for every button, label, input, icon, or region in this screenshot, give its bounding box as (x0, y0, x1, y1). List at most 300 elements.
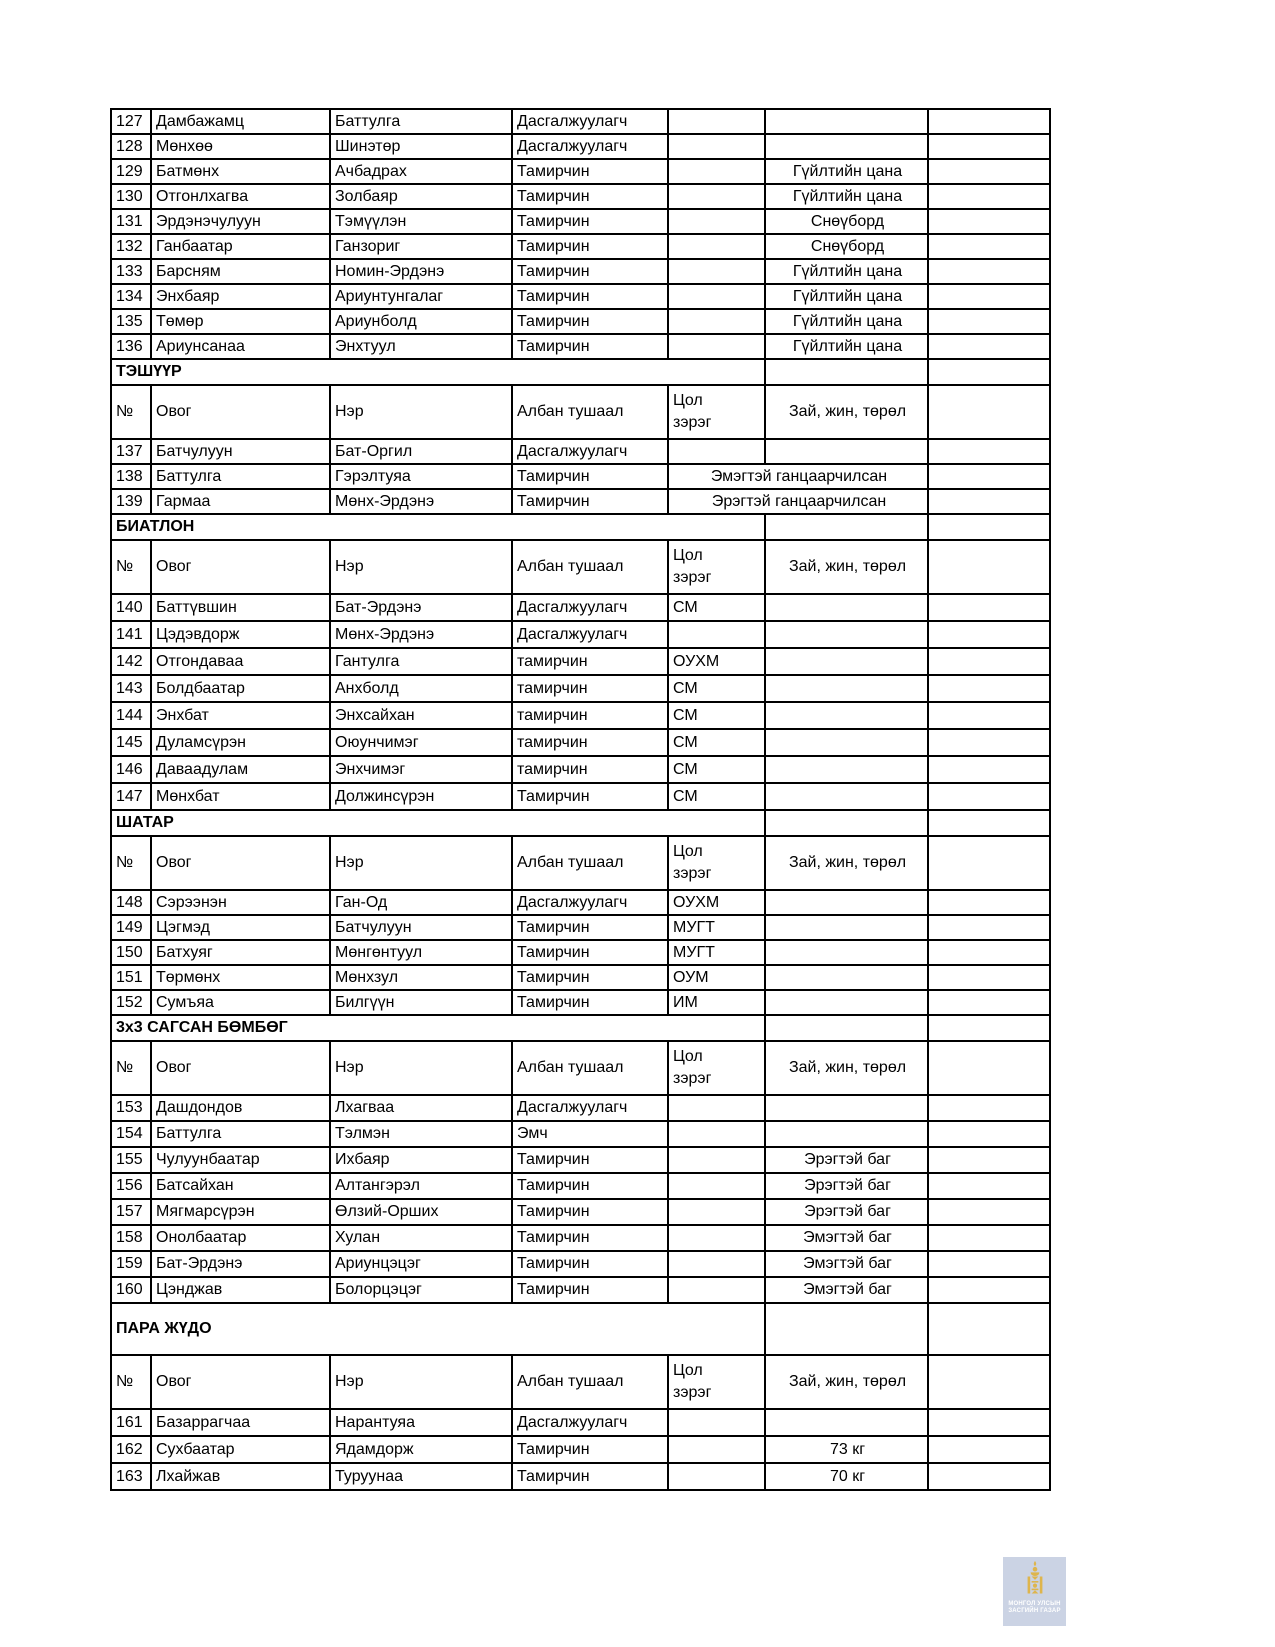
table-row (111, 1409, 1050, 1436)
cell-type (765, 648, 928, 675)
empty-cell (928, 259, 1050, 284)
empty-cell (928, 1147, 1050, 1173)
empty-cell (765, 1303, 928, 1355)
empty-cell (928, 209, 1050, 234)
table-row (111, 1147, 1050, 1173)
cell-number: 150 (111, 940, 151, 965)
cell-name: Батчулуун (330, 915, 512, 940)
section-title: ТЭШҮҮР (111, 359, 765, 385)
cell-surname: Баттүвшин (151, 594, 330, 621)
cell-rank: СМ (668, 729, 765, 756)
empty-cell (928, 464, 1050, 489)
table-row (111, 594, 1050, 621)
cell-surname: Ариунсанаа (151, 334, 330, 359)
empty-cell (928, 940, 1050, 965)
table-row (111, 1225, 1050, 1251)
cell-rank (668, 1251, 765, 1277)
table-row (111, 489, 1050, 514)
cell-name: Энхчимэг (330, 756, 512, 783)
cell-name: Должинсүрэн (330, 783, 512, 810)
cell-type (765, 990, 928, 1015)
empty-cell (928, 334, 1050, 359)
empty-cell (928, 1121, 1050, 1147)
table-row (111, 1173, 1050, 1199)
cell-position: Тамирчин (512, 1199, 668, 1225)
header-type: Зай, жин, төрөл (765, 385, 928, 439)
empty-cell (928, 134, 1050, 159)
header-name: Нэр (330, 1041, 512, 1095)
empty-cell (928, 159, 1050, 184)
empty-cell (928, 1303, 1050, 1355)
cell-rank: СМ (668, 594, 765, 621)
cell-name: Ачбадрах (330, 159, 512, 184)
cell-surname: Дашдондов (151, 1095, 330, 1121)
empty-cell (928, 810, 1050, 836)
cell-name: Тэлмэн (330, 1121, 512, 1147)
cell-surname: Батчулуун (151, 439, 330, 464)
table-row (111, 675, 1050, 702)
cell-type (765, 1095, 928, 1121)
cell-type (765, 134, 928, 159)
cell-name: Анхболд (330, 675, 512, 702)
table-row (111, 1277, 1050, 1303)
table-row (111, 1436, 1050, 1463)
cell-number: 132 (111, 234, 151, 259)
header-rank-label: Цол зэрэг (673, 1048, 712, 1087)
cell-position: Дасгалжуулагч (512, 134, 668, 159)
table-row (111, 334, 1050, 359)
cell-type (765, 890, 928, 915)
cell-type (765, 756, 928, 783)
cell-rank: СМ (668, 783, 765, 810)
empty-cell (928, 729, 1050, 756)
empty-cell (765, 810, 928, 836)
cell-surname: Сухбаатар (151, 1436, 330, 1463)
cell-name: Ариунболд (330, 309, 512, 334)
cell-rank (668, 334, 765, 359)
cell-position: Тамирчин (512, 309, 668, 334)
header-position: Албан тушаал (512, 1355, 668, 1409)
roster-table (110, 108, 1051, 1491)
cell-position: Тамирчин (512, 234, 668, 259)
cell-name: Номин-Эрдэнэ (330, 259, 512, 284)
empty-cell (928, 1199, 1050, 1225)
cell-name: Өлзий-Орших (330, 1199, 512, 1225)
cell-number: 134 (111, 284, 151, 309)
cell-number: 151 (111, 965, 151, 990)
header-name: Нэр (330, 1355, 512, 1409)
cell-name: Мөнхзул (330, 965, 512, 990)
header-surname: Овог (151, 1041, 330, 1095)
cell-surname: Дуламсүрэн (151, 729, 330, 756)
cell-number: 128 (111, 134, 151, 159)
cell-position: Тамирчин (512, 464, 668, 489)
cell-surname: Мөнхбат (151, 783, 330, 810)
column-header-row (111, 1355, 1050, 1409)
cell-number: 143 (111, 675, 151, 702)
section-title: 3х3 САГСАН БӨМБӨГ (111, 1015, 765, 1041)
table-row (111, 621, 1050, 648)
section-title-row (111, 810, 1050, 836)
cell-name: Бат-Эрдэнэ (330, 594, 512, 621)
section-title-row (111, 1015, 1050, 1041)
table-row (111, 965, 1050, 990)
header-type: Зай, жин, төрөл (765, 836, 928, 890)
cell-name: Гэрэлтуяа (330, 464, 512, 489)
header-surname: Овог (151, 836, 330, 890)
cell-name: Золбаяр (330, 184, 512, 209)
cell-rank: МУГТ (668, 940, 765, 965)
header-name: Нэр (330, 385, 512, 439)
table-row (111, 439, 1050, 464)
cell-name: Ган-Од (330, 890, 512, 915)
cell-number: 157 (111, 1199, 151, 1225)
cell-surname: Цэнджав (151, 1277, 330, 1303)
section-title-row (111, 359, 1050, 385)
cell-name: Ихбаяр (330, 1147, 512, 1173)
cell-rank: МУГТ (668, 915, 765, 940)
cell-number: 133 (111, 259, 151, 284)
cell-position: Тамирчин (512, 259, 668, 284)
cell-rank (668, 1147, 765, 1173)
cell-type: Гүйлтийн цана (765, 184, 928, 209)
cell-type (765, 702, 928, 729)
cell-number: 135 (111, 309, 151, 334)
header-surname: Овог (151, 540, 330, 594)
header-rank-label: Цол зэрэг (673, 1362, 712, 1401)
cell-position: тамирчин (512, 675, 668, 702)
table-row (111, 184, 1050, 209)
soyombo-icon (1024, 1561, 1046, 1599)
table-row (111, 648, 1050, 675)
cell-type: Эмэгтэй баг (765, 1225, 928, 1251)
cell-surname: Баттулга (151, 464, 330, 489)
cell-name: Билгүүн (330, 990, 512, 1015)
header-position: Албан тушаал (512, 385, 668, 439)
empty-cell (928, 1173, 1050, 1199)
cell-number: 137 (111, 439, 151, 464)
cell-type: Эрэгтэй баг (765, 1199, 928, 1225)
cell-type: Гүйлтийн цана (765, 284, 928, 309)
logo-text-line2: ЗАСГИЙН ГАЗАР (1008, 1608, 1061, 1614)
cell-number: 127 (111, 109, 151, 134)
cell-surname: Даваадулам (151, 756, 330, 783)
cell-type (765, 1121, 928, 1147)
cell-position: Тамирчин (512, 965, 668, 990)
empty-cell (765, 1015, 928, 1041)
cell-type: Эмэгтэй баг (765, 1277, 928, 1303)
cell-number: 149 (111, 915, 151, 940)
cell-name: Ядамдорж (330, 1436, 512, 1463)
cell-name: Мөнх-Эрдэнэ (330, 489, 512, 514)
cell-position: Дасгалжуулагч (512, 1409, 668, 1436)
empty-cell (928, 675, 1050, 702)
cell-surname: Онолбаатар (151, 1225, 330, 1251)
government-logo (1003, 1557, 1066, 1626)
header-position: Албан тушаал (512, 836, 668, 890)
cell-rank (668, 284, 765, 309)
cell-position: Тамирчин (512, 1463, 668, 1490)
cell-position: Тамирчин (512, 159, 668, 184)
cell-name: Тэмүүлэн (330, 209, 512, 234)
cell-number: 153 (111, 1095, 151, 1121)
cell-number: 147 (111, 783, 151, 810)
section-title: БИАТЛОН (111, 514, 765, 540)
cell-rank (668, 621, 765, 648)
cell-surname: Бат-Эрдэнэ (151, 1251, 330, 1277)
empty-cell (928, 1436, 1050, 1463)
cell-position: Тамирчин (512, 1251, 668, 1277)
cell-surname: Цэгмэд (151, 915, 330, 940)
cell-position: Тамирчин (512, 940, 668, 965)
cell-surname: Батхуяг (151, 940, 330, 965)
cell-type (765, 940, 928, 965)
cell-name: Болорцэцэг (330, 1277, 512, 1303)
empty-cell (928, 514, 1050, 540)
cell-position: Тамирчин (512, 209, 668, 234)
cell-rank (668, 209, 765, 234)
cell-number: 161 (111, 1409, 151, 1436)
header-rank (668, 1041, 765, 1095)
cell-name: Мөнгөнтуул (330, 940, 512, 965)
table-row (111, 1463, 1050, 1490)
column-header-row (111, 540, 1050, 594)
cell-number: 136 (111, 334, 151, 359)
header-name: Нэр (330, 540, 512, 594)
cell-number: 160 (111, 1277, 151, 1303)
cell-position: Тамирчин (512, 1173, 668, 1199)
cell-type: Эрэгтэй баг (765, 1147, 928, 1173)
header-last (928, 385, 1050, 439)
cell-number: 152 (111, 990, 151, 1015)
cell-number: 129 (111, 159, 151, 184)
table-row (111, 702, 1050, 729)
section-title: ПАРА ЖҮДО (111, 1303, 765, 1355)
header-no: № (111, 836, 151, 890)
cell-surname: Баттулга (151, 1121, 330, 1147)
cell-type (765, 675, 928, 702)
header-no: № (111, 1041, 151, 1095)
cell-surname: Цэдэвдорж (151, 621, 330, 648)
cell-number: 148 (111, 890, 151, 915)
cell-number: 145 (111, 729, 151, 756)
cell-name: Гантулга (330, 648, 512, 675)
table-row (111, 915, 1050, 940)
cell-number: 141 (111, 621, 151, 648)
cell-rank (668, 1409, 765, 1436)
cell-type: Эмэгтэй баг (765, 1251, 928, 1277)
cell-rank (668, 134, 765, 159)
cell-surname: Барсням (151, 259, 330, 284)
table-row (111, 783, 1050, 810)
cell-name: Энхсайхан (330, 702, 512, 729)
empty-cell (928, 648, 1050, 675)
cell-rank: СМ (668, 756, 765, 783)
cell-position: Дасгалжуулагч (512, 621, 668, 648)
cell-number: 155 (111, 1147, 151, 1173)
cell-rank (668, 1199, 765, 1225)
table-row (111, 134, 1050, 159)
empty-cell (928, 756, 1050, 783)
table-row (111, 159, 1050, 184)
empty-cell (928, 439, 1050, 464)
header-last (928, 540, 1050, 594)
section-title-row (111, 514, 1050, 540)
empty-cell (928, 359, 1050, 385)
empty-cell (928, 184, 1050, 209)
cell-surname: Ганбаатар (151, 234, 330, 259)
empty-cell (928, 783, 1050, 810)
cell-position: Тамирчин (512, 1225, 668, 1251)
cell-surname: Отгондаваа (151, 648, 330, 675)
cell-type (765, 621, 928, 648)
header-surname: Овог (151, 385, 330, 439)
cell-position: тамирчин (512, 702, 668, 729)
cell-position: Эмч (512, 1121, 668, 1147)
cell-position: Тамирчин (512, 1147, 668, 1173)
cell-number: 130 (111, 184, 151, 209)
cell-position: Тамирчин (512, 915, 668, 940)
cell-number: 146 (111, 756, 151, 783)
cell-number: 159 (111, 1251, 151, 1277)
table-row (111, 234, 1050, 259)
empty-cell (928, 284, 1050, 309)
cell-rank (668, 234, 765, 259)
header-last (928, 1355, 1050, 1409)
cell-rank: СМ (668, 702, 765, 729)
header-rank (668, 385, 765, 439)
cell-rank (668, 1436, 765, 1463)
empty-cell (928, 1225, 1050, 1251)
header-name: Нэр (330, 836, 512, 890)
cell-surname: Төрмөнх (151, 965, 330, 990)
header-no: № (111, 385, 151, 439)
empty-cell (928, 965, 1050, 990)
header-position: Албан тушаал (512, 1041, 668, 1095)
header-no: № (111, 540, 151, 594)
cell-type: Гүйлтийн цана (765, 334, 928, 359)
cell-rank-type-merged: Эмэгтэй ганцаарчилсан (668, 464, 928, 489)
cell-rank (668, 439, 765, 464)
cell-rank (668, 109, 765, 134)
column-header-row (111, 385, 1050, 439)
table-row (111, 284, 1050, 309)
cell-type: Снөүборд (765, 209, 928, 234)
cell-surname: Базаррагчаа (151, 1409, 330, 1436)
table-row (111, 464, 1050, 489)
cell-type: 70 кг (765, 1463, 928, 1490)
header-type: Зай, жин, төрөл (765, 1041, 928, 1095)
cell-number: 131 (111, 209, 151, 234)
empty-cell (928, 890, 1050, 915)
cell-type: Эрэгтэй баг (765, 1173, 928, 1199)
cell-name: Нарантуяа (330, 1409, 512, 1436)
header-no: № (111, 1355, 151, 1409)
table-row (111, 990, 1050, 1015)
cell-rank: ОУМ (668, 965, 765, 990)
cell-number: 138 (111, 464, 151, 489)
empty-cell (928, 1409, 1050, 1436)
empty-cell (928, 109, 1050, 134)
empty-cell (928, 594, 1050, 621)
cell-rank (668, 1463, 765, 1490)
table-row (111, 109, 1050, 134)
cell-position: Дасгалжуулагч (512, 1095, 668, 1121)
cell-surname: Энхбат (151, 702, 330, 729)
cell-position: тамирчин (512, 756, 668, 783)
cell-type: 73 кг (765, 1436, 928, 1463)
empty-cell (928, 1463, 1050, 1490)
cell-rank: СМ (668, 675, 765, 702)
table-row (111, 1199, 1050, 1225)
cell-position: Тамирчин (512, 1436, 668, 1463)
cell-rank (668, 159, 765, 184)
cell-surname: Мөнхөө (151, 134, 330, 159)
cell-surname: Отгонлхагва (151, 184, 330, 209)
cell-name: Лхагваа (330, 1095, 512, 1121)
cell-type (765, 109, 928, 134)
cell-type (765, 1409, 928, 1436)
cell-rank (668, 1121, 765, 1147)
cell-rank (668, 1225, 765, 1251)
header-last (928, 1041, 1050, 1095)
cell-rank (668, 309, 765, 334)
table-row (111, 890, 1050, 915)
cell-type: Гүйлтийн цана (765, 159, 928, 184)
table-row (111, 1251, 1050, 1277)
empty-cell (928, 702, 1050, 729)
cell-position: Дасгалжуулагч (512, 594, 668, 621)
table-row (111, 309, 1050, 334)
cell-surname: Төмөр (151, 309, 330, 334)
cell-name: Оюунчимэг (330, 729, 512, 756)
cell-surname: Чулуунбаатар (151, 1147, 330, 1173)
cell-position: тамирчин (512, 648, 668, 675)
cell-position: Дасгалжуулагч (512, 439, 668, 464)
cell-name: Баттулга (330, 109, 512, 134)
cell-type: Гүйлтийн цана (765, 309, 928, 334)
cell-number: 163 (111, 1463, 151, 1490)
cell-rank (668, 1277, 765, 1303)
header-type: Зай, жин, төрөл (765, 1355, 928, 1409)
cell-surname: Батмөнх (151, 159, 330, 184)
cell-name: Шинэтөр (330, 134, 512, 159)
empty-cell (928, 1277, 1050, 1303)
cell-type (765, 729, 928, 756)
cell-rank: ИМ (668, 990, 765, 1015)
header-rank-label: Цол зэрэг (673, 547, 712, 586)
cell-surname: Дамбажамц (151, 109, 330, 134)
cell-number: 144 (111, 702, 151, 729)
cell-type: Гүйлтийн цана (765, 259, 928, 284)
cell-number: 158 (111, 1225, 151, 1251)
cell-type (765, 439, 928, 464)
cell-surname: Сэрээнэн (151, 890, 330, 915)
cell-number: 140 (111, 594, 151, 621)
cell-name: Энхтуул (330, 334, 512, 359)
cell-surname: Гармаа (151, 489, 330, 514)
table-row (111, 756, 1050, 783)
header-rank (668, 1355, 765, 1409)
empty-cell (928, 1251, 1050, 1277)
column-header-row (111, 836, 1050, 890)
cell-name: Ариунтунгалаг (330, 284, 512, 309)
table-row (111, 1121, 1050, 1147)
empty-cell (928, 621, 1050, 648)
empty-cell (928, 234, 1050, 259)
cell-number: 162 (111, 1436, 151, 1463)
cell-surname: Мягмарсүрэн (151, 1199, 330, 1225)
